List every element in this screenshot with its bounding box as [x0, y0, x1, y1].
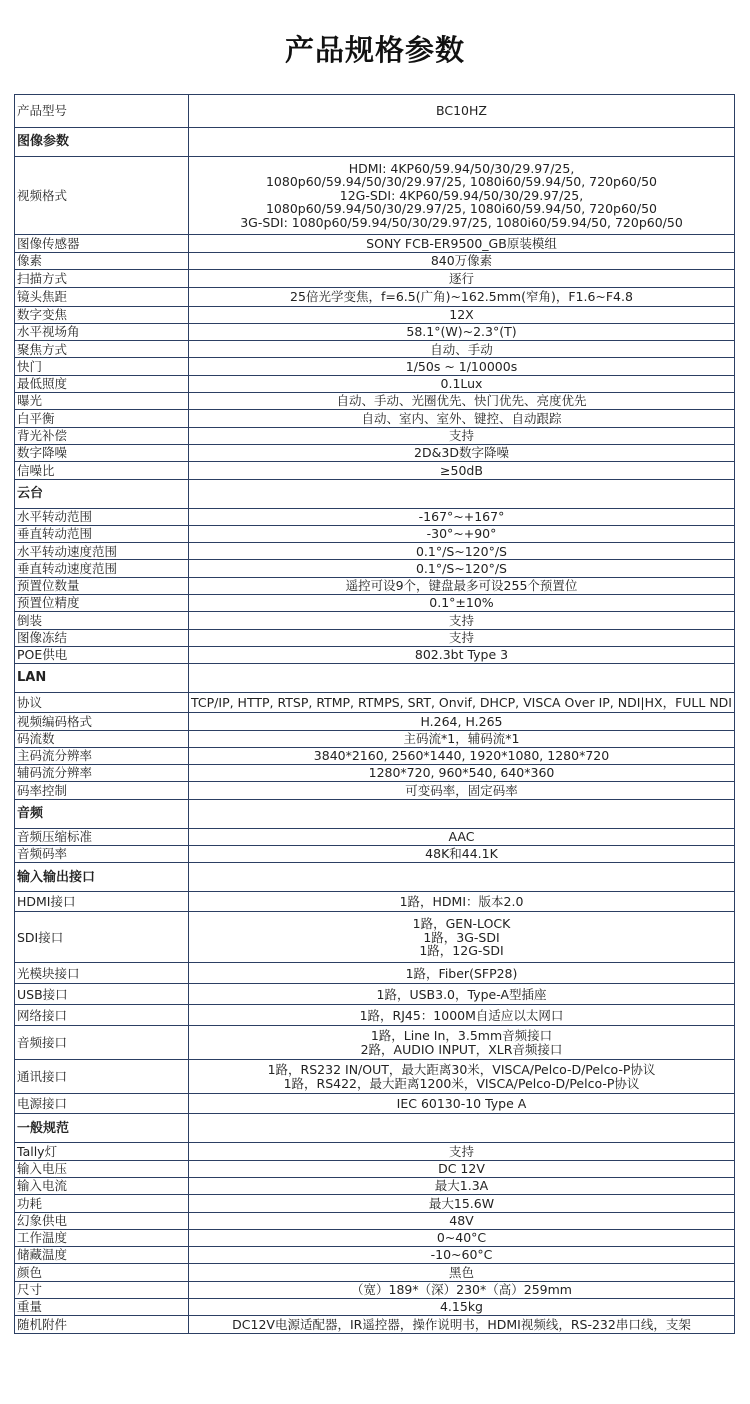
- spec-value-line: 自动、手动: [430, 341, 493, 357]
- spec-row: [15, 157, 735, 235]
- section-blank-cell: [189, 664, 735, 693]
- spec-value-line: 48V: [449, 1212, 474, 1228]
- spec-label: 最低照度: [15, 375, 189, 392]
- spec-value-line: DC 12V: [438, 1160, 485, 1176]
- spec-value: [189, 1229, 735, 1246]
- spec-value-line: 1路，GEN-LOCK: [412, 915, 511, 931]
- spec-value-line: 主码流*1，辅码流*1: [403, 730, 520, 746]
- spec-value-line: 2D&3D数字降噪: [414, 445, 509, 461]
- spec-label: 主码流分辨率: [15, 747, 189, 764]
- spec-label: 工作温度: [15, 1229, 189, 1246]
- spec-value: [189, 1316, 735, 1333]
- spec-row: [15, 747, 735, 764]
- spec-label: 音频接口: [15, 1026, 189, 1060]
- section-blank-cell: [189, 1114, 735, 1143]
- spec-row: [15, 1177, 735, 1194]
- spec-value-line: 支持: [448, 629, 474, 645]
- spec-label: 预置位精度: [15, 595, 189, 612]
- spec-row: [15, 693, 735, 713]
- spec-row: [15, 1212, 735, 1229]
- spec-value: [189, 1026, 735, 1060]
- spec-value-line: 1路，12G-SDI: [419, 943, 504, 959]
- section-blank-cell: [189, 799, 735, 828]
- spec-value: [189, 1005, 735, 1026]
- spec-value-line: 1路，3G-SDI: [423, 929, 500, 945]
- spec-value-line: 最大1.3A: [434, 1178, 489, 1194]
- spec-label: 数字降噪: [15, 444, 189, 461]
- spec-row: [15, 1160, 735, 1177]
- spec-label: 随机附件: [15, 1316, 189, 1333]
- spec-value-line: -30°~+90°: [426, 526, 497, 542]
- spec-row: [15, 1247, 735, 1264]
- spec-row: [15, 828, 735, 845]
- spec-row: [15, 543, 735, 560]
- spec-value: [189, 235, 735, 253]
- spec-value: [189, 782, 735, 799]
- spec-value-line: DC12V电源适配器，IR遥控器，操作说明书，HDMI视频线，RS-232串口线，支架: [232, 1316, 691, 1332]
- spec-value: [189, 1094, 735, 1114]
- spec-row: [15, 444, 735, 461]
- spec-value: [189, 375, 735, 392]
- spec-value: [189, 1298, 735, 1315]
- spec-value: [189, 828, 735, 845]
- spec-row: [15, 1316, 735, 1333]
- spec-value-line: -167°~+167°: [418, 508, 505, 524]
- spec-label: 垂直转动范围: [15, 525, 189, 542]
- spec-value-line: 2路，AUDIO INPUT，XLR音频接口: [360, 1041, 563, 1057]
- spec-row: [15, 1143, 735, 1160]
- spec-row: [15, 912, 735, 963]
- spec-value-line: H.264, H.265: [420, 713, 503, 729]
- spec-value-line: 1路，RS422，最大距离1200米，VISCA/Pelco-D/Pelco-P协议: [283, 1075, 640, 1091]
- model-label: 产品型号: [15, 95, 189, 128]
- spec-row: [15, 1298, 735, 1315]
- spec-value-line: 1280*720, 960*540, 640*360: [368, 765, 555, 781]
- spec-row: [15, 892, 735, 912]
- spec-label: 水平转动速度范围: [15, 543, 189, 560]
- spec-label: 辅码流分辨率: [15, 765, 189, 782]
- spec-table: [14, 94, 735, 1334]
- spec-value: [189, 595, 735, 612]
- spec-label: USB接口: [15, 984, 189, 1005]
- spec-row: [15, 323, 735, 340]
- spec-label: 信噪比: [15, 462, 189, 479]
- spec-row: [15, 1195, 735, 1212]
- spec-row: [15, 375, 735, 392]
- spec-value: [189, 765, 735, 782]
- section-header-row: [15, 1114, 735, 1143]
- spec-label: 聚焦方式: [15, 341, 189, 358]
- spec-label: 输入电流: [15, 1177, 189, 1194]
- spec-value-line: 0.1Lux: [440, 376, 483, 392]
- spec-row: [15, 595, 735, 612]
- spec-value: [189, 1264, 735, 1281]
- spec-row: [15, 235, 735, 253]
- spec-value: [189, 560, 735, 577]
- section-header-row: [15, 664, 735, 693]
- spec-label: 网络接口: [15, 1005, 189, 1026]
- spec-table-body: [15, 95, 735, 1334]
- spec-row: [15, 560, 735, 577]
- spec-label: 数字变焦: [15, 306, 189, 323]
- spec-value-line: 4.15kg: [439, 1299, 483, 1315]
- spec-value-line: 1080p60/59.94/50/30/29.97/25, 1080i60/59.94/50, 720p60/50: [265, 174, 657, 190]
- spec-value-line: 3G-SDI: 1080p60/59.94/50/30/29.97/25, 1080i60/59.94/50, 720p60/50: [240, 214, 683, 230]
- spec-value: [189, 963, 735, 984]
- spec-value: [189, 646, 735, 663]
- spec-value-line: AAC: [448, 829, 475, 845]
- spec-row: [15, 341, 735, 358]
- spec-value-line: 1路，Line In，3.5mm音频接口: [370, 1028, 553, 1044]
- spec-value: [189, 577, 735, 594]
- spec-label: 幻象供电: [15, 1212, 189, 1229]
- spec-value: [189, 693, 735, 713]
- spec-value: [189, 612, 735, 629]
- spec-value: [189, 1160, 735, 1177]
- spec-value-line: 58.1°(W)~2.3°(T): [406, 324, 517, 340]
- spec-value-line: 1路，HDMI：版本2.0: [399, 894, 524, 910]
- spec-value-line: ≥50dB: [440, 462, 483, 478]
- section-title: 图像参数: [15, 128, 189, 157]
- section-blank-cell: [189, 863, 735, 892]
- spec-value: [189, 444, 735, 461]
- spec-value: [189, 629, 735, 646]
- spec-value-line: TCP/IP, HTTP, RTSP, RTMP, RTMPS, SRT, Onvif, DHCP, VISCA Over IP, NDI|HX，FULL NDI: [191, 694, 732, 710]
- spec-value-line: 802.3bt Type 3: [414, 647, 509, 663]
- spec-value: [189, 1060, 735, 1094]
- spec-row: [15, 984, 735, 1005]
- spec-label: 视频编码格式: [15, 713, 189, 730]
- spec-row: [15, 358, 735, 375]
- spec-label: 像素: [15, 253, 189, 270]
- model-row: [15, 95, 735, 128]
- spec-label: 曝光: [15, 393, 189, 410]
- spec-value: [189, 323, 735, 340]
- spec-row: [15, 410, 735, 427]
- spec-value-line: 黑色: [448, 1264, 474, 1280]
- spec-row: [15, 1281, 735, 1298]
- section-header-row: [15, 128, 735, 157]
- spec-row: [15, 287, 735, 306]
- model-value: BC10HZ: [189, 95, 735, 128]
- spec-value-line: 可变码率，固定码率: [405, 782, 518, 798]
- spec-value: [189, 1177, 735, 1194]
- spec-label: POE供电: [15, 646, 189, 663]
- spec-value-line: 支持: [448, 428, 474, 444]
- spec-value-line: 12X: [449, 306, 474, 322]
- spec-row: [15, 1229, 735, 1246]
- section-header-row: [15, 479, 735, 508]
- spec-row: [15, 1060, 735, 1094]
- spec-value-line: SONY FCB-ER9500_GB原装模组: [366, 235, 557, 251]
- spec-value: [189, 984, 735, 1005]
- spec-value-line: 0.1°±10%: [429, 595, 494, 611]
- spec-row: [15, 612, 735, 629]
- spec-row: [15, 462, 735, 479]
- spec-label: 码流数: [15, 730, 189, 747]
- spec-label: 颜色: [15, 1264, 189, 1281]
- spec-label: 通讯接口: [15, 1060, 189, 1094]
- section-title: 云台: [15, 479, 189, 508]
- spec-row: [15, 782, 735, 799]
- spec-label: 预置位数量: [15, 577, 189, 594]
- spec-row: [15, 525, 735, 542]
- spec-value-line: 1路，RS232 IN/OUT，最大距离30米，VISCA/Pelco-D/Pelco-P协议: [267, 1062, 656, 1078]
- spec-label: 快门: [15, 358, 189, 375]
- spec-label: 水平转动范围: [15, 508, 189, 525]
- spec-label: 视频格式: [15, 157, 189, 235]
- spec-label: 电源接口: [15, 1094, 189, 1114]
- spec-value: [189, 1195, 735, 1212]
- spec-row: [15, 427, 735, 444]
- spec-value-line: （宽）189*（深）230*（高）259mm: [351, 1282, 572, 1298]
- spec-label: 储藏温度: [15, 1247, 189, 1264]
- spec-value: [189, 1143, 735, 1160]
- spec-value-line: 支持: [448, 1143, 474, 1159]
- spec-value: [189, 525, 735, 542]
- spec-value-line: 1路，RJ45：1000M自适应以太网口: [359, 1007, 564, 1023]
- section-title: 一般规范: [15, 1114, 189, 1143]
- spec-value-line: IEC 60130-10 Type A: [396, 1096, 527, 1112]
- spec-value-line: 自动、手动、光圈优先、快门优先、亮度优先: [336, 393, 587, 409]
- spec-row: [15, 1005, 735, 1026]
- spec-value: [189, 1212, 735, 1229]
- spec-row: [15, 730, 735, 747]
- spec-label: 镜头焦距: [15, 287, 189, 306]
- spec-label: 音频压缩标准: [15, 828, 189, 845]
- spec-value: [189, 747, 735, 764]
- spec-value-line: 支持: [448, 612, 474, 628]
- spec-label: 音频码率: [15, 846, 189, 863]
- spec-row: [15, 253, 735, 270]
- spec-value: [189, 892, 735, 912]
- spec-label: 图像冻结: [15, 629, 189, 646]
- spec-row: [15, 765, 735, 782]
- spec-value: [189, 462, 735, 479]
- spec-label: 功耗: [15, 1195, 189, 1212]
- section-header-row: [15, 863, 735, 892]
- spec-value: [189, 287, 735, 306]
- spec-label: 白平衡: [15, 410, 189, 427]
- section-title: 音频: [15, 799, 189, 828]
- spec-value-line: 48K和44.1K: [425, 846, 498, 862]
- spec-label: 重量: [15, 1298, 189, 1315]
- spec-value-line: 3840*2160, 2560*1440, 1920*1080, 1280*720: [313, 748, 610, 764]
- spec-label: 尺寸: [15, 1281, 189, 1298]
- spec-value: [189, 713, 735, 730]
- spec-row: [15, 1094, 735, 1114]
- spec-label: 倒装: [15, 612, 189, 629]
- section-blank-cell: [189, 479, 735, 508]
- spec-value: [189, 393, 735, 410]
- spec-value-line: 12G-SDI: 4KP60/59.94/50/30/29.97/25,: [339, 187, 584, 203]
- spec-label: 光模块接口: [15, 963, 189, 984]
- spec-value: [189, 543, 735, 560]
- spec-value: [189, 912, 735, 963]
- spec-value-line: 1080p60/59.94/50/30/29.97/25, 1080i60/59.94/50, 720p60/50: [265, 201, 657, 217]
- spec-label: Tally灯: [15, 1143, 189, 1160]
- spec-value-line: -10~60°C: [430, 1247, 493, 1263]
- spec-label: 码率控制: [15, 782, 189, 799]
- spec-value-line: 1路，USB3.0，Type-A型插座: [376, 986, 547, 1002]
- spec-value: [189, 358, 735, 375]
- spec-value: [189, 730, 735, 747]
- spec-label: SDI接口: [15, 912, 189, 963]
- spec-value-line: HDMI: 4KP60/59.94/50/30/29.97/25,: [348, 160, 575, 176]
- spec-label: 水平视场角: [15, 323, 189, 340]
- section-title: LAN: [15, 664, 189, 693]
- section-header-row: [15, 799, 735, 828]
- spec-value: [189, 157, 735, 235]
- spec-row: [15, 393, 735, 410]
- spec-label: HDMI接口: [15, 892, 189, 912]
- spec-row: [15, 306, 735, 323]
- spec-row: [15, 629, 735, 646]
- section-blank-cell: [189, 128, 735, 157]
- section-title: 输入输出接口: [15, 863, 189, 892]
- spec-value: [189, 1247, 735, 1264]
- spec-value-line: 0.1°/S~120°/S: [415, 560, 507, 576]
- spec-row: [15, 270, 735, 287]
- spec-value: [189, 846, 735, 863]
- spec-label: 垂直转动速度范围: [15, 560, 189, 577]
- spec-value: [189, 341, 735, 358]
- spec-label: 输入电压: [15, 1160, 189, 1177]
- spec-value-line: 1路，Fiber(SFP28): [405, 965, 518, 981]
- page-title: 产品规格参数: [284, 33, 465, 67]
- spec-label: 协议: [15, 693, 189, 713]
- spec-value: [189, 306, 735, 323]
- spec-value-line: 1/50s ~ 1/10000s: [405, 358, 518, 374]
- spec-label: 图像传感器: [15, 235, 189, 253]
- spec-value: [189, 270, 735, 287]
- spec-value-line: 自动、室内、室外、键控、自动跟踪: [361, 410, 562, 426]
- spec-value: [189, 253, 735, 270]
- spec-value-line: 遥控可设9个，键盘最多可设255个预置位: [345, 578, 578, 594]
- spec-value: [189, 427, 735, 444]
- spec-row: [15, 646, 735, 663]
- spec-row: [15, 1026, 735, 1060]
- spec-value: [189, 410, 735, 427]
- spec-row: [15, 846, 735, 863]
- spec-value-line: 0.1°/S~120°/S: [415, 543, 507, 559]
- spec-value-line: 最大15.6W: [428, 1195, 495, 1211]
- spec-row: [15, 1264, 735, 1281]
- spec-value-line: 25倍光学变焦，f=6.5(广角)~162.5mm(窄角)，F1.6~F4.8: [290, 288, 633, 304]
- spec-row: [15, 577, 735, 594]
- spec-value: [189, 508, 735, 525]
- spec-row: [15, 508, 735, 525]
- spec-label: 扫描方式: [15, 270, 189, 287]
- spec-value: [189, 1281, 735, 1298]
- spec-value-line: 840万像素: [430, 253, 493, 269]
- spec-row: [15, 713, 735, 730]
- spec-value-line: 0~40°C: [436, 1230, 487, 1246]
- spec-row: [15, 963, 735, 984]
- spec-value-line: 逐行: [448, 270, 474, 286]
- spec-label: 背光补偿: [15, 427, 189, 444]
